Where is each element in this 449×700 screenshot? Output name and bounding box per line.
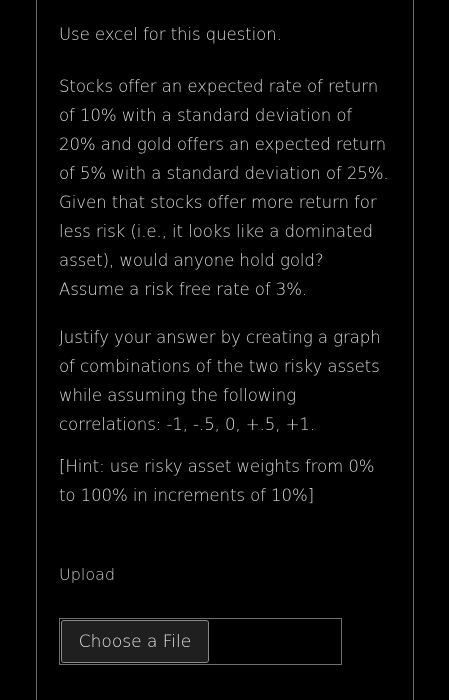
question-line: Given that stocks offer more return for: [59, 193, 377, 212]
upload-label: Upload: [59, 565, 116, 584]
hint-line: [Hint: use risky asset weights from 0%: [59, 457, 375, 476]
justify-line: of combinations of the two risky assets: [59, 357, 380, 376]
question-intro: Use excel for this question.: [59, 25, 282, 44]
question-content: [59, 20, 395, 510]
question-line: 20% and gold offers an expected return: [59, 135, 386, 154]
question-line: of 10% with a standard deviation of: [59, 106, 353, 125]
justify-line: correlations: -1, -.5, 0, +.5, +1.: [59, 415, 316, 434]
hint-line: to 100% in increments of 10%]: [59, 486, 315, 505]
question-body: [59, 72, 395, 304]
question-line: less risk (i.e., it looks like a dominated: [59, 222, 373, 241]
selected-file-name: [210, 619, 341, 664]
question-line: of 5% with a standard deviation of 25%.: [59, 164, 389, 183]
question-line: Stocks offer an expected rate of return: [59, 77, 379, 96]
file-upload-field[interactable]: [59, 618, 342, 665]
choose-file-button[interactable]: Choose a File: [61, 620, 209, 663]
question-line: Assume a risk free rate of 3%.: [59, 280, 308, 299]
question-justify: [59, 323, 395, 439]
justify-line: while assuming the following: [59, 386, 297, 405]
question-line: asset), would anyone hold gold?: [59, 251, 324, 270]
question-hint: [59, 452, 395, 510]
justify-line: Justify your answer by creating a graph: [59, 328, 381, 347]
